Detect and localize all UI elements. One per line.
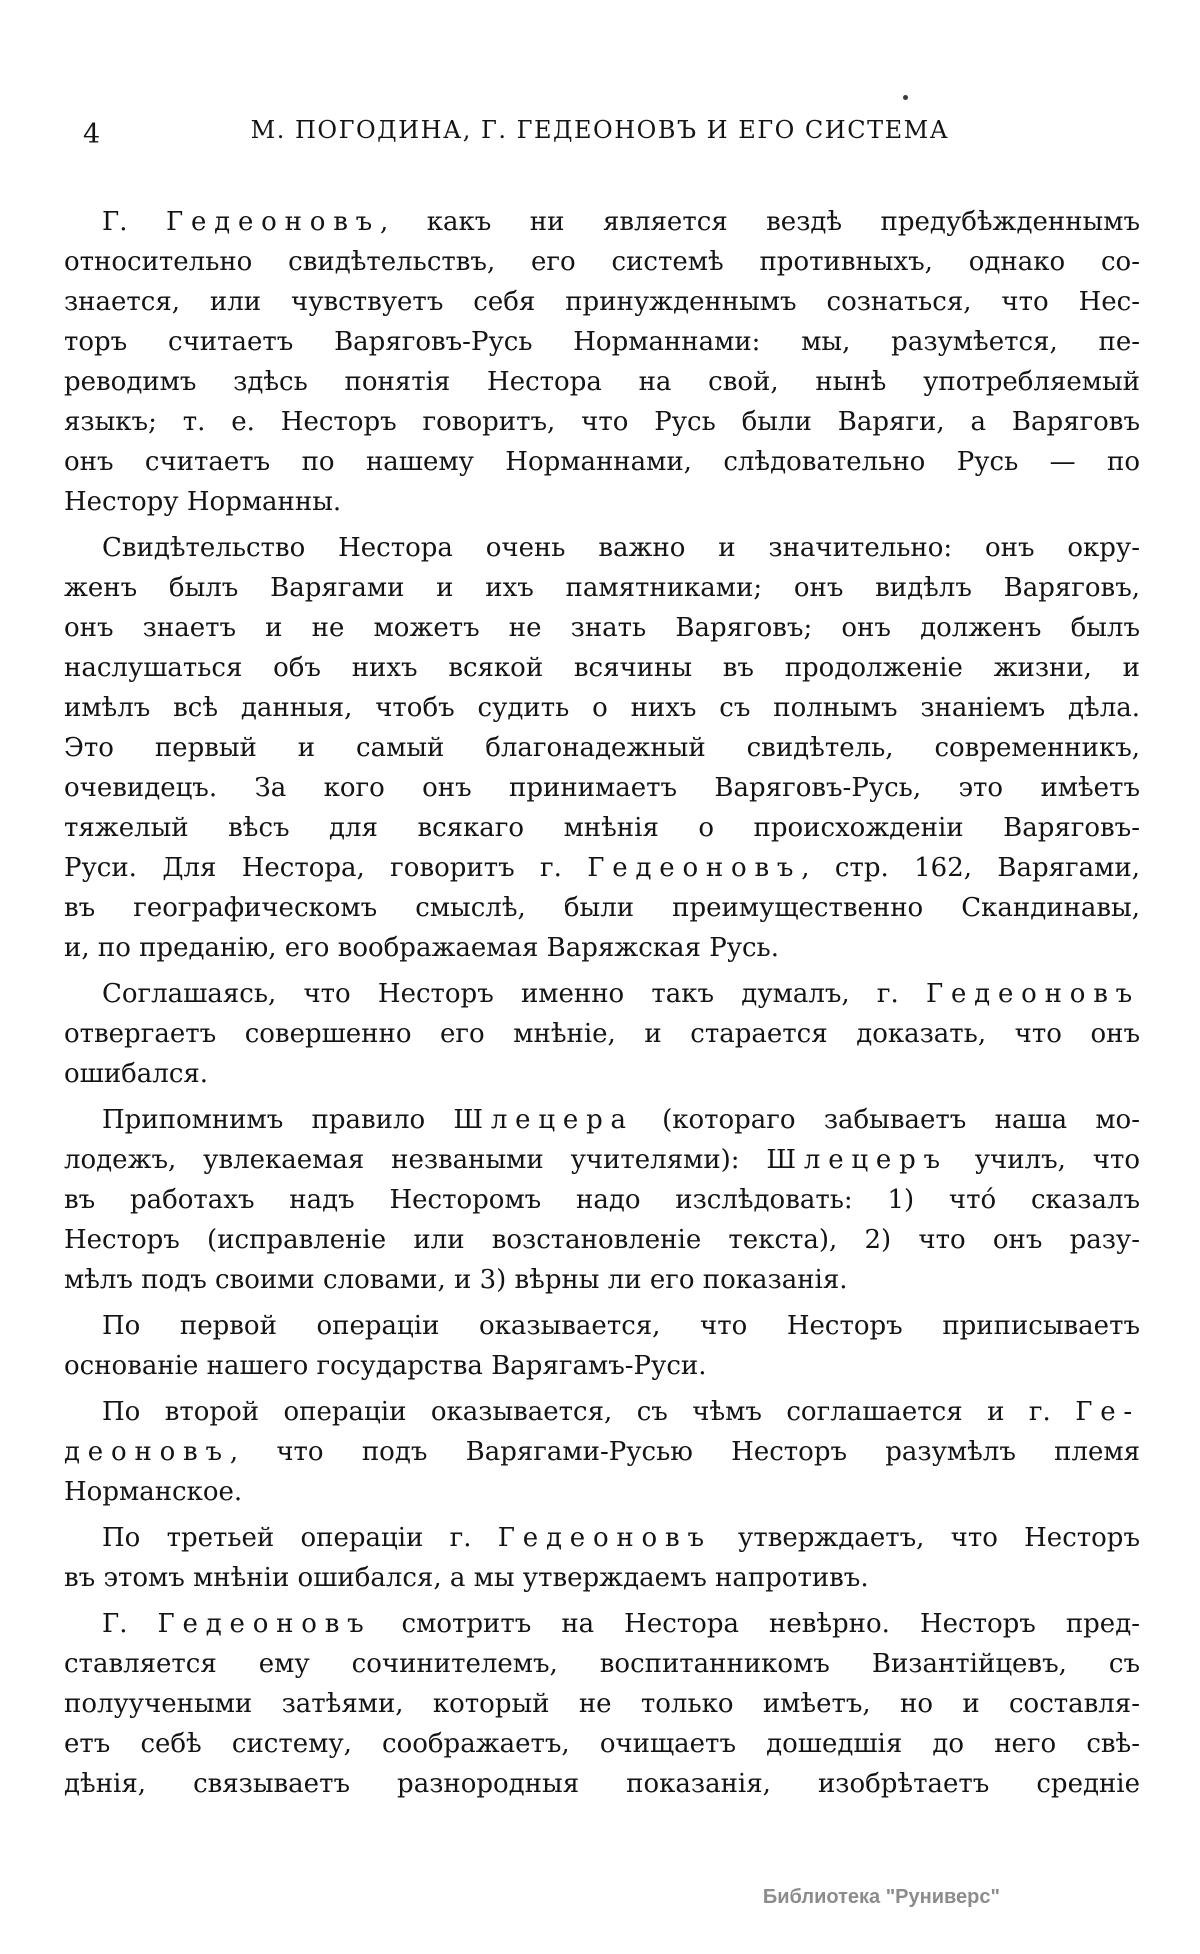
paragraph bbox=[64, 1604, 1140, 1804]
text-line bbox=[64, 848, 1140, 888]
text-line bbox=[64, 1684, 1140, 1724]
text-segment: Припомнимъ правило bbox=[102, 1105, 454, 1135]
letterspaced-name: Гедеоновъ bbox=[165, 207, 380, 237]
text-line bbox=[64, 322, 1140, 362]
text-line bbox=[64, 1604, 1140, 1644]
text-line bbox=[64, 362, 1140, 402]
text-segment: мѣлъ подъ своими словами, и 3) вѣрны ли его показанія. bbox=[64, 1265, 848, 1295]
text-line bbox=[64, 1558, 1140, 1598]
text-line bbox=[64, 1220, 1140, 1260]
text-segment: въ этомъ мнѣніи ошибался, а мы утверждаемъ напротивъ. bbox=[64, 1563, 869, 1593]
text-segment: онъ знаетъ и не можетъ не знать Варяговъ; онъ долженъ былъ bbox=[64, 613, 1140, 643]
text-line bbox=[64, 648, 1140, 688]
text-line bbox=[64, 442, 1140, 482]
text-segment: отвергаетъ совершенно его мнѣніе, и старается доказать, что онъ bbox=[64, 1019, 1140, 1049]
text-segment: , что подъ Варягами-Русью Несторъ разумѣлъ племя bbox=[229, 1437, 1140, 1467]
text-line bbox=[64, 1260, 1140, 1300]
text-segment: ставляется ему сочинителемъ, воспитанникомъ Византійцевъ, съ bbox=[64, 1649, 1140, 1679]
library-watermark: Библиотека "Руниверс" bbox=[762, 1886, 1000, 1908]
text-segment: имѣлъ всѣ данныя, чтобъ судить о нихъ съ полнымъ знаніемъ дѣла. bbox=[64, 693, 1140, 723]
text-segment: въ работахъ надъ Несторомъ надо изслѣдовать: 1) что́ сказалъ bbox=[64, 1185, 1140, 1215]
letterspaced-name: Ге- bbox=[1075, 1397, 1140, 1427]
text-segment: Это первый и самый благонадежный свидѣтель, современникъ, bbox=[64, 733, 1140, 763]
text-line bbox=[64, 1140, 1140, 1180]
text-segment: Нестору Норманны. bbox=[64, 487, 342, 517]
text-segment: По второй операціи оказывается, съ чѣмъ соглашается и г. bbox=[102, 1397, 1076, 1427]
page-header bbox=[0, 116, 1200, 158]
text-line bbox=[64, 1100, 1140, 1140]
text-line bbox=[64, 1054, 1140, 1094]
text-segment: реводимъ здѣсь понятія Нестора на свой, нынѣ употребляемый bbox=[64, 367, 1140, 397]
letterspaced-name: Гедеоновъ bbox=[497, 1523, 712, 1553]
text-line bbox=[64, 768, 1140, 808]
page-number: 4 bbox=[83, 119, 101, 150]
text-line bbox=[64, 1644, 1140, 1684]
paragraph bbox=[64, 1306, 1140, 1386]
text-line bbox=[64, 928, 1140, 968]
text-segment: очевидецъ. За кого онъ принимаетъ Варяговъ-Русь, это имѣетъ bbox=[64, 773, 1140, 803]
text-segment: етъ себѣ систему, соображаетъ, очищаетъ дошедшія до него свѣ- bbox=[64, 1729, 1140, 1759]
text-line bbox=[64, 728, 1140, 768]
text-line bbox=[64, 568, 1140, 608]
text-segment: основаніе нашего государства Варягамъ-Руси. bbox=[64, 1351, 707, 1381]
text-line bbox=[64, 974, 1140, 1014]
text-line bbox=[64, 1014, 1140, 1054]
paragraph bbox=[64, 528, 1140, 968]
text-segment: По третьей операціи г. bbox=[102, 1523, 498, 1553]
paragraph bbox=[64, 202, 1140, 522]
text-segment: женъ былъ Варягами и ихъ памятниками; онъ видѣлъ Варяговъ, bbox=[64, 573, 1140, 603]
text-segment: торъ считаетъ Варяговъ-Русь Норманнами: мы, разумѣется, пе- bbox=[64, 327, 1140, 357]
text-segment: знается, или чувствуетъ себя принужденнымъ сознаться, что Нес- bbox=[64, 287, 1140, 317]
paragraph bbox=[64, 1392, 1140, 1512]
paragraph bbox=[64, 1100, 1140, 1300]
text-line bbox=[64, 402, 1140, 442]
text-line bbox=[64, 1346, 1140, 1386]
letterspaced-name: Гедеоновъ bbox=[587, 853, 802, 883]
text-segment: онъ считаетъ по нашему Норманнами, слѣдовательно Русь — по bbox=[64, 447, 1140, 477]
text-segment: Г. bbox=[102, 1609, 158, 1639]
text-segment: тяжелый вѣсъ для всякаго мнѣнія о происхожденіи Варяговъ- bbox=[64, 813, 1140, 843]
text-segment: (котораго забываетъ наша мо- bbox=[633, 1105, 1140, 1135]
text-segment: По первой операціи оказывается, что Несторъ приписываетъ bbox=[102, 1311, 1140, 1341]
text-line bbox=[64, 1306, 1140, 1346]
paragraph bbox=[64, 974, 1140, 1094]
text-line bbox=[64, 282, 1140, 322]
text-segment: дѣнія, связываетъ разнородныя показанія, изобрѣтаетъ средніе bbox=[64, 1769, 1140, 1799]
text-segment: относительно свидѣтельствъ, его системѣ противныхъ, однако со- bbox=[64, 247, 1140, 277]
text-line bbox=[64, 1392, 1140, 1432]
text-segment: Свидѣтельство Нестора очень важно и значительно: онъ окру- bbox=[102, 533, 1140, 563]
text-segment: Несторъ (исправленіе или возстановленіе текста), 2) что онъ разу- bbox=[64, 1225, 1140, 1255]
text-segment: Соглашаясь, что Несторъ именно такъ думалъ, г. bbox=[102, 979, 926, 1009]
paragraph bbox=[64, 1518, 1140, 1598]
text-segment: въ географическомъ смыслѣ, были преимущественно Скандинавы, bbox=[64, 893, 1140, 923]
text-segment: ошибался. bbox=[64, 1059, 209, 1089]
letterspaced-name: Гедеоновъ bbox=[925, 979, 1140, 1009]
text-segment: училъ, что bbox=[947, 1145, 1140, 1175]
text-line bbox=[64, 1724, 1140, 1764]
letterspaced-name: Шлецера bbox=[453, 1105, 634, 1135]
text-segment: наслушаться объ нихъ всякой всячины въ продолженіе жизни, и bbox=[64, 653, 1140, 683]
text-segment: смотритъ на Нестора невѣрно. Несторъ пред- bbox=[371, 1609, 1140, 1639]
text-segment: , стр. 162, Варягами, bbox=[801, 853, 1140, 883]
scan-artifact-dot bbox=[903, 95, 908, 100]
text-line bbox=[64, 888, 1140, 928]
letterspaced-name: Шлецеръ bbox=[766, 1145, 948, 1175]
text-segment: Руси. Для Нестора, говоритъ г. bbox=[64, 853, 588, 883]
text-segment: утверждаетъ, что Несторъ bbox=[711, 1523, 1140, 1553]
text-line bbox=[64, 482, 1140, 522]
text-line bbox=[64, 1518, 1140, 1558]
text-segment: Норманское. bbox=[64, 1477, 243, 1507]
text-line bbox=[64, 608, 1140, 648]
page-body bbox=[64, 202, 1140, 1810]
text-segment: и, по преданію, его воображаемая Варяжская Русь. bbox=[64, 933, 779, 963]
text-segment: , какъ ни является вездѣ предубѣжденнымъ bbox=[380, 207, 1140, 237]
text-segment: полуучеными затѣями, который не только имѣетъ, но и составля- bbox=[64, 1689, 1140, 1719]
text-segment: Г. bbox=[102, 207, 166, 237]
text-line bbox=[64, 808, 1140, 848]
text-line bbox=[64, 242, 1140, 282]
text-line bbox=[64, 1180, 1140, 1220]
text-line bbox=[64, 202, 1140, 242]
text-line bbox=[64, 1764, 1140, 1804]
text-line bbox=[64, 528, 1140, 568]
text-segment: языкъ; т. е. Несторъ говоритъ, что Русь были Варяги, а Варяговъ bbox=[64, 407, 1140, 437]
text-line bbox=[64, 1432, 1140, 1472]
letterspaced-name: деоновъ bbox=[64, 1437, 230, 1467]
text-line bbox=[64, 688, 1140, 728]
letterspaced-name: Гедеоновъ bbox=[157, 1609, 372, 1639]
text-segment: лодежъ, увлекаемая незваными учителями): bbox=[64, 1145, 767, 1175]
text-line bbox=[64, 1472, 1140, 1512]
running-title: М. ПОГОДИНА, Г. ГЕДЕОНОВЪ И ЕГО СИСТЕМА bbox=[250, 116, 950, 144]
